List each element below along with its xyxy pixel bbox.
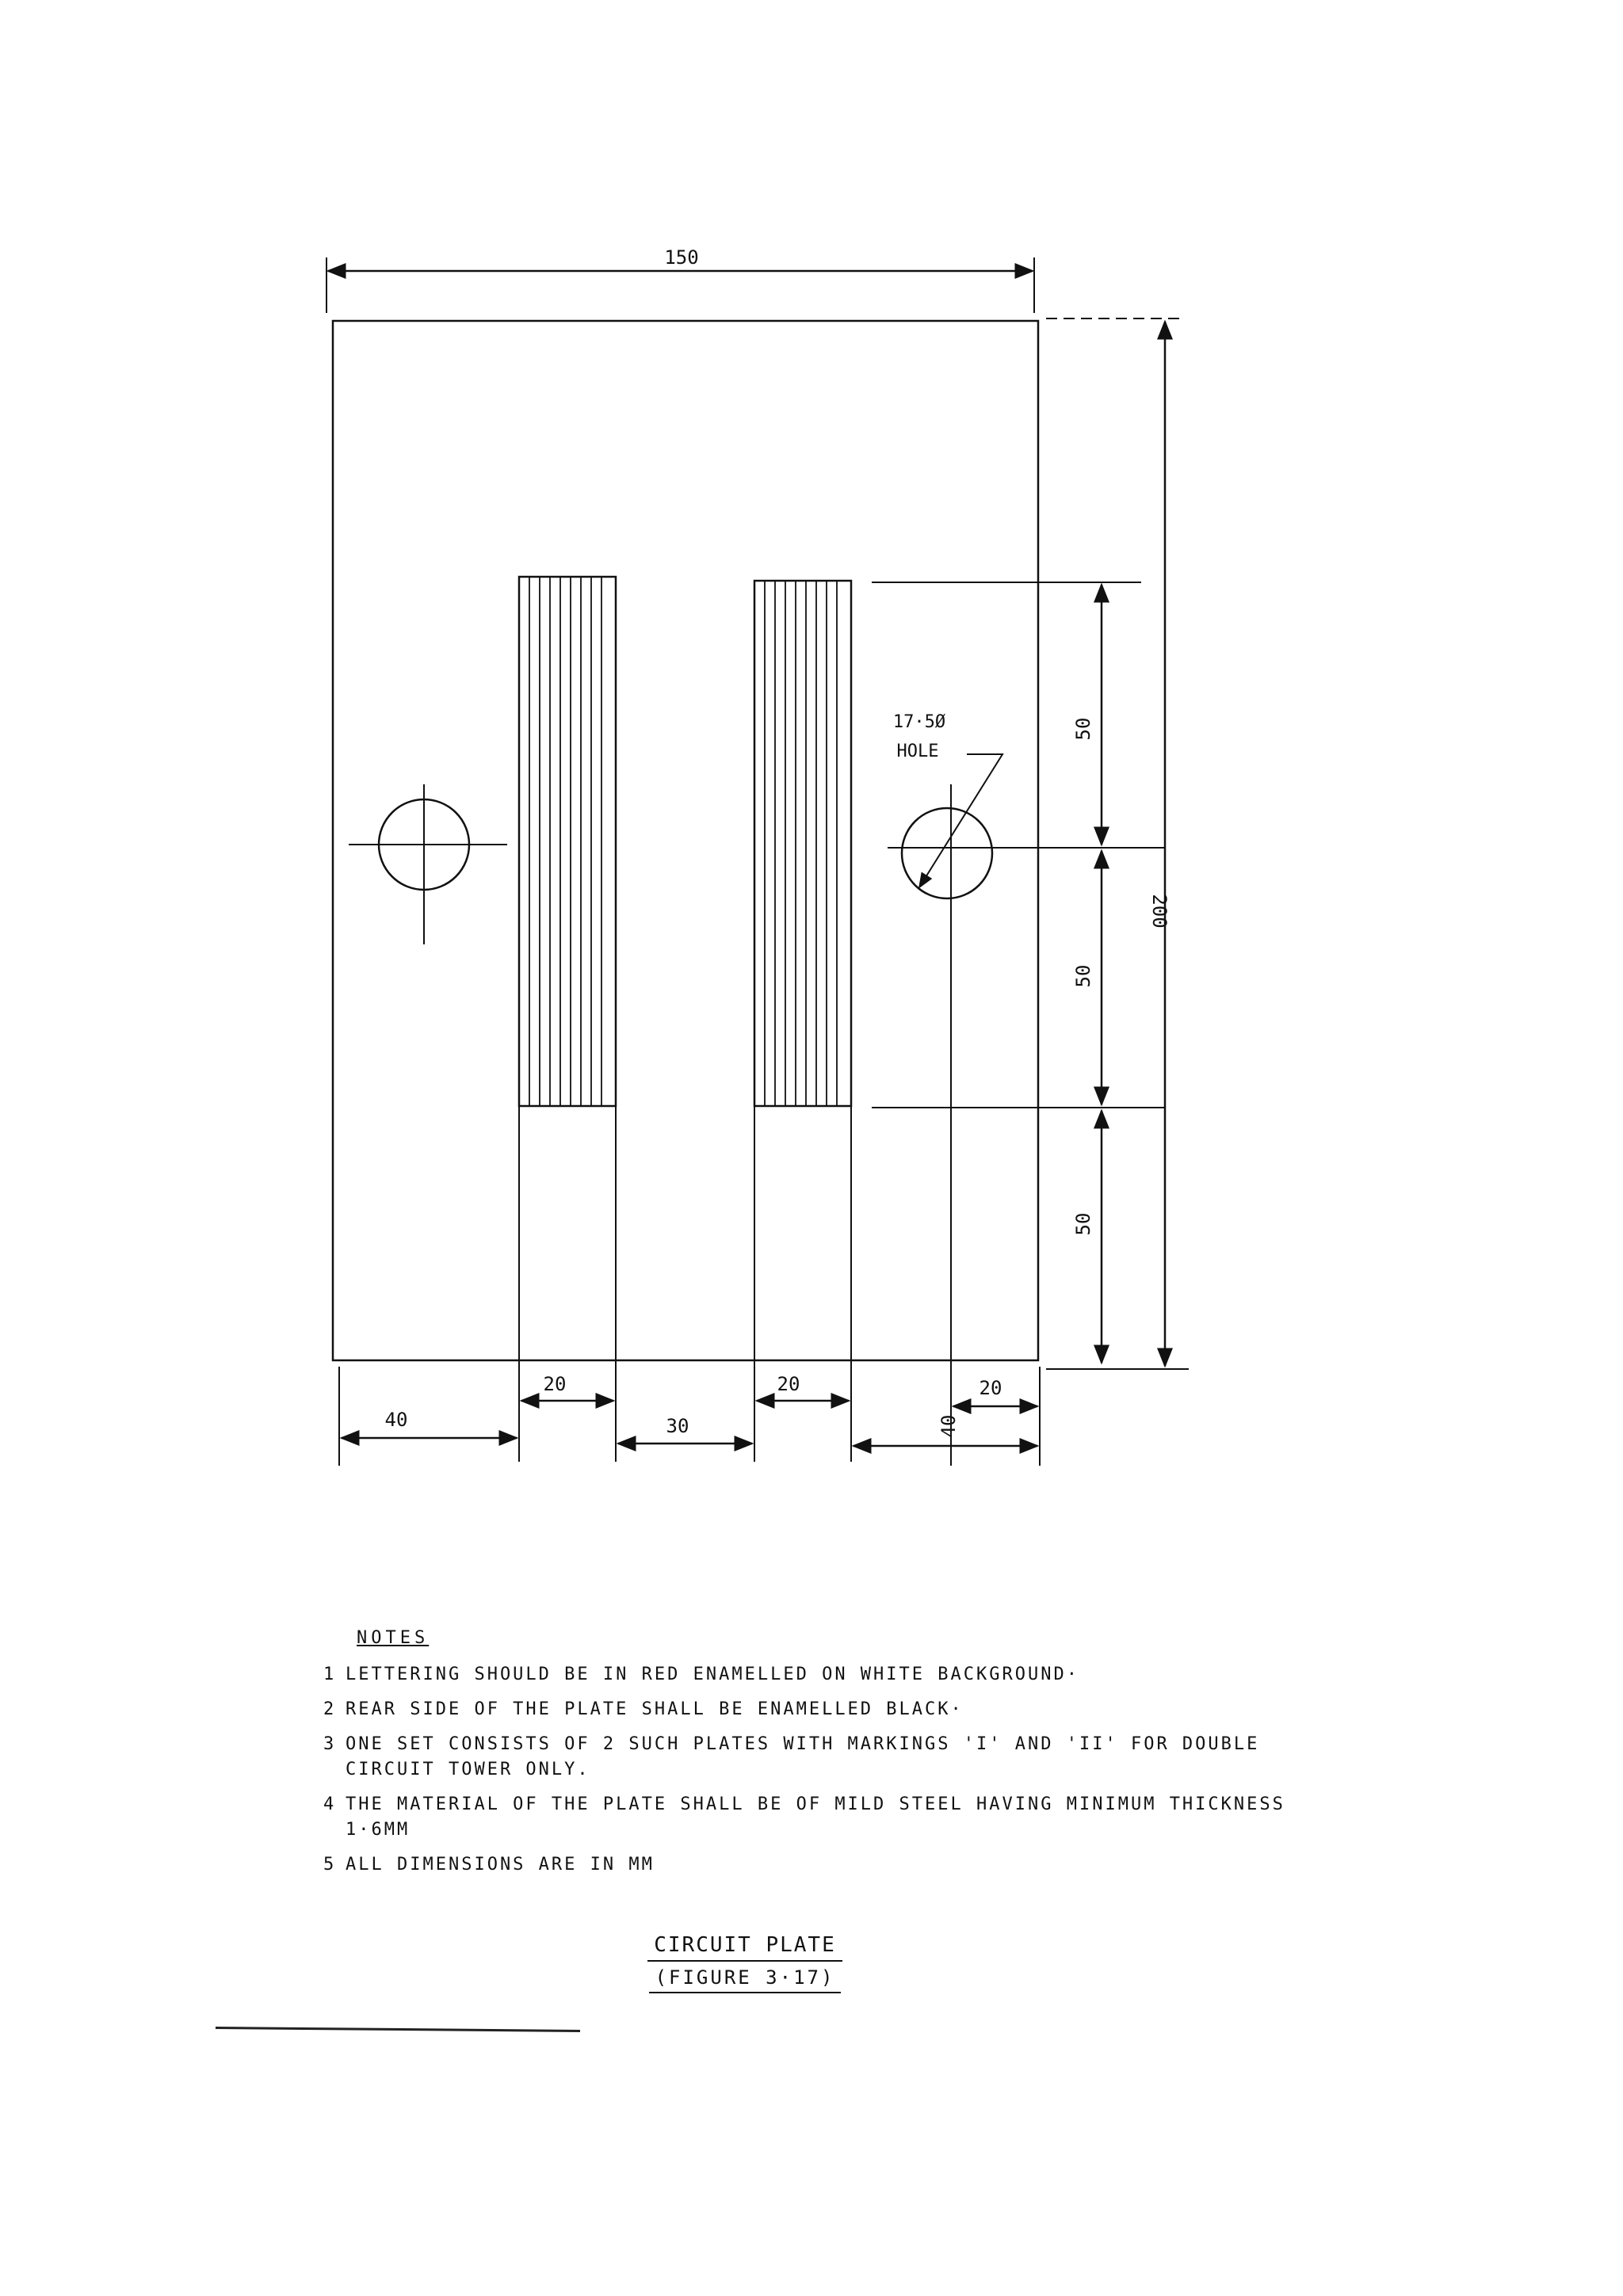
dim-label-gap: 30 — [666, 1415, 689, 1437]
dim-label-left-offset: 40 — [384, 1409, 408, 1431]
note-item — [323, 1792, 1330, 1843]
note-text: LETTERING SHOULD BE IN RED ENAMELLED ON WHITE BACKGROUND· — [346, 1665, 1079, 1684]
note-item — [323, 1852, 1330, 1878]
note-text: REAR SIDE OF THE PLATE SHALL BE ENAMELLED BLACK· — [346, 1699, 964, 1719]
plate-outline — [333, 321, 1038, 1360]
dim-label-right-offset: 20 — [979, 1377, 1002, 1399]
figure-title: CIRCUIT PLATE — [647, 1933, 842, 1962]
notes-section — [323, 1628, 1330, 1887]
note-text: ALL DIMENSIONS ARE IN MM — [346, 1855, 655, 1875]
dim-label-upper-50: 50 — [1072, 717, 1094, 741]
notes-heading: NOTES — [357, 1628, 430, 1648]
note-item — [323, 1697, 1330, 1722]
hole-callout-size: 17·5Ø — [892, 712, 946, 732]
hatch-lines-left — [529, 577, 601, 1106]
note-number: 4 — [323, 1794, 337, 1814]
dim-label-rect2: 20 — [777, 1373, 800, 1395]
dim-label-rect1: 20 — [543, 1373, 567, 1395]
note-text: ONE SET CONSISTS OF 2 SUCH PLATES WITH MARKINGS 'I' AND 'II' FOR DOUBLE CIRCUIT TOWER ONLY. — [346, 1734, 1260, 1779]
dim-label-overall-height: 200 — [1148, 894, 1170, 929]
note-number: 3 — [323, 1734, 337, 1754]
notes-list — [323, 1662, 1330, 1878]
note-number: 2 — [323, 1699, 337, 1719]
hole-right — [902, 808, 992, 898]
note-text: THE MATERIAL OF THE PLATE SHALL BE OF MILD STEEL HAVING MINIMUM THICKNESS 1·6MM — [346, 1794, 1285, 1840]
hatch-lines-right — [765, 581, 837, 1106]
dim-label-overall-width: 150 — [664, 246, 699, 269]
figure-number: (FIGURE 3·17) — [649, 1962, 842, 1993]
hole-callout-label: HOLE — [896, 742, 939, 761]
note-item — [323, 1732, 1330, 1783]
dim-label-right-bottom: 40 — [938, 1414, 960, 1438]
note-item — [323, 1662, 1330, 1688]
note-number: 1 — [323, 1665, 337, 1684]
note-number: 5 — [323, 1855, 337, 1875]
dim-label-middle-50: 50 — [1072, 964, 1094, 988]
dim-label-lower-50: 50 — [1072, 1212, 1094, 1236]
figure-caption — [610, 1933, 880, 1993]
